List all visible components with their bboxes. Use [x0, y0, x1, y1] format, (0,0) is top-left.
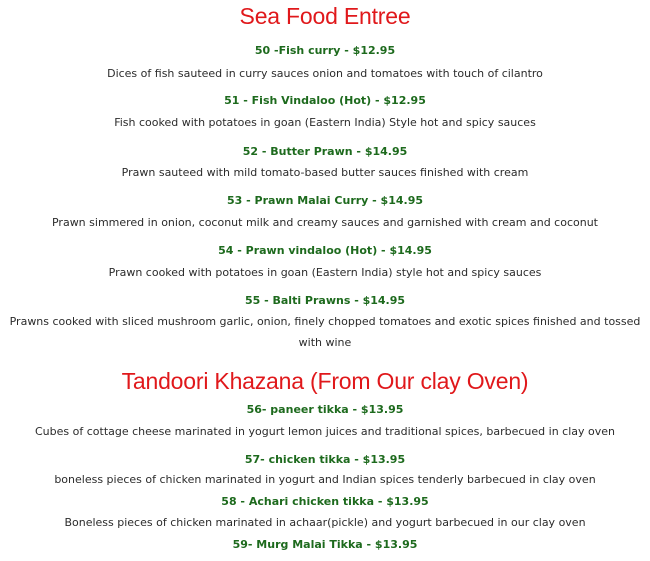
menu-item-description: Prawn simmered in onion, coconut milk and creamy sauces and garnished with cream and coconut	[51, 216, 598, 229]
menu-item-name: 52 - Butter Prawn - $14.95	[242, 145, 408, 158]
menu-item-name: 55 - Balti Prawns - $14.95	[244, 294, 406, 307]
menu-item-description: Prawn cooked with potatoes in goan (Eastern India) style hot and spicy sauces	[108, 266, 542, 279]
menu-item-description: Cubes of cottage cheese marinated in yogurt lemon juices and traditional spices, barbecued in clay oven	[35, 425, 615, 438]
menu-item-name: 51 - Fish Vindaloo (Hot) - $12.95	[224, 94, 426, 107]
menu-item-name: 59- Murg Malai Tikka - $13.95	[232, 538, 418, 551]
menu-item-description: Prawns cooked with sliced mushroom garlic, onion, finely chopped tomatoes and exotic spices finished and tossed with wine	[9, 315, 641, 349]
menu-item-name: 54 - Prawn vindaloo (Hot) - $14.95	[218, 244, 432, 257]
menu-item-description: Fish cooked with potatoes in goan (Eastern India) Style hot and spicy sauces	[114, 116, 536, 129]
menu-item-description: boneless pieces of chicken marinated in yogurt and Indian spices tenderly barbecued in clay oven	[54, 473, 596, 486]
menu-item-name: 58 - Achari chicken tikka - $13.95	[221, 495, 429, 508]
menu-item-description: Boneless pieces of chicken marinated in achaar(pickle) and yogurt barbecued in our clay oven	[64, 516, 586, 529]
section-title-tandoori-khazana: Tandoori Khazana (From Our clay Oven)	[121, 368, 529, 394]
menu-item-name: 56- paneer tikka - $13.95	[246, 403, 404, 416]
menu-item-description: Dices of fish sauteed in curry sauces onion and tomatoes with touch of cilantro	[107, 67, 543, 80]
section-title-sea-food-entree: Sea Food Entree	[239, 3, 411, 29]
menu-item-description: Prawn sauteed with mild tomato-based butter sauces finished with cream	[121, 166, 529, 179]
menu-item-name: 50 -Fish curry - $12.95	[254, 44, 396, 57]
menu-item-name: 53 - Prawn Malai Curry - $14.95	[226, 194, 424, 207]
menu-item-name: 57- chicken tikka - $13.95	[244, 453, 406, 466]
